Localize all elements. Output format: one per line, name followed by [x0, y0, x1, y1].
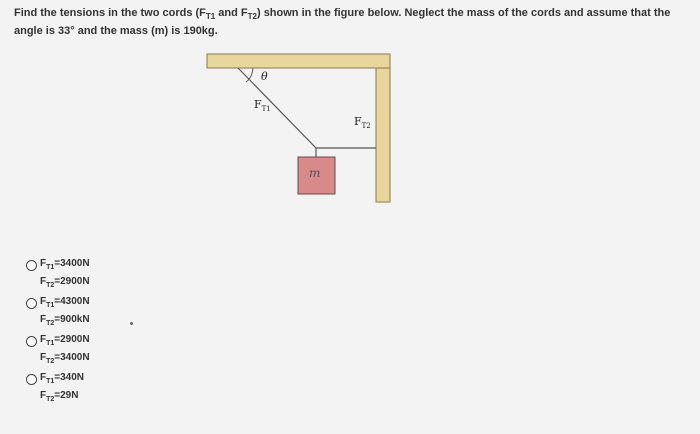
ft1-label — [254, 98, 271, 113]
option-ft1-value: $F_{T1}=4300N$ — [40, 296, 90, 309]
option-ft2-value: $F_{T2}=900kN$ — [40, 314, 90, 327]
radio-button[interactable] — [26, 298, 37, 309]
stray-dot — [130, 322, 133, 325]
question-part: ) shown in the figure below. Neglect the mass of the cords and assume that the angle is 33° and the mass (m) is 190kg. — [14, 7, 671, 38]
question-subscript: T1 — [205, 12, 216, 22]
radio-button[interactable] — [26, 260, 37, 271]
radio-button[interactable] — [26, 374, 37, 385]
radio-button[interactable] — [26, 336, 37, 347]
ft1-sub: T1 — [261, 105, 271, 114]
answer-option[interactable] — [26, 296, 226, 334]
option-ft1-value: $F_{T1}=340N$ — [40, 372, 85, 385]
ft2-main: F — [354, 115, 362, 128]
option-ft1-value: $F_{T1}=2900N$ — [40, 334, 90, 347]
vertical-post — [376, 68, 390, 202]
cord-ft1 — [238, 68, 316, 148]
answer-option[interactable] — [26, 334, 226, 372]
ft2-sub: T2 — [361, 122, 371, 131]
question-part: and F — [215, 7, 248, 19]
option-ft2-value: $F_{T2}=29N$ — [40, 390, 79, 403]
option-ft2-value: $F_{T2}=2900N$ — [40, 276, 90, 289]
answer-options — [26, 258, 226, 410]
ft2-label — [354, 115, 371, 130]
theta-label: θ — [261, 70, 268, 83]
question-subscript: T2 — [247, 12, 257, 22]
answer-option[interactable] — [26, 258, 226, 296]
answer-option[interactable] — [26, 372, 226, 410]
ft1-main: F — [254, 98, 262, 111]
mass-label: m — [309, 166, 321, 180]
top-beam — [207, 54, 390, 68]
question-part: Find the tensions in the two cords (F — [14, 7, 206, 19]
option-ft1-value: $F_{T1}=3400N$ — [40, 258, 90, 271]
option-ft2-value: $F_{T2}=3400N$ — [40, 352, 90, 365]
